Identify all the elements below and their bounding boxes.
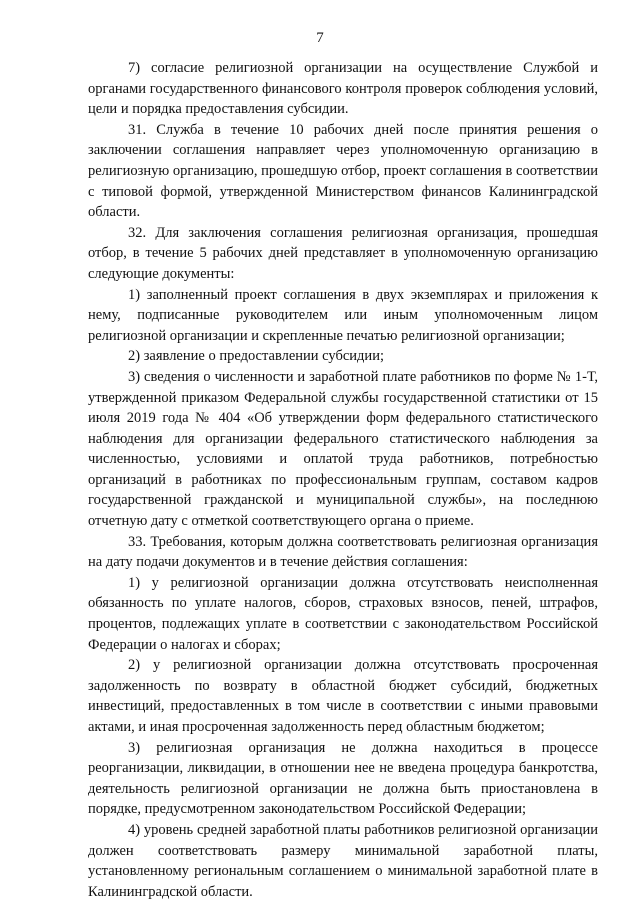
paragraph-clause-31: 31. Служба в течение 10 рабочих дней после принятия решения о заключении соглашения направляет через уполномоченную организацию в религиозную организацию, прошедшую отбор, проект соглашения в соответствии с типовой формой, утвержденной Министерством финансов Калининградской области. <box>88 121 598 221</box>
paragraph-33-item-3: 3) религиозная организация не должна находиться в процессе реорганизации, ликвидации, в отношении нее не введена процедура банкротства, деятельность религиозной организации не должна быть приостановлена в порядке, предусмотренном законодательством Российской Федерации; <box>88 739 598 818</box>
paragraph-33-item-1: 1) у религиозной организации должна отсутствовать неисполненная обязанность по уплате налогов, сборов, страховых взносов, пеней, штрафов, процентов, подлежащих уплате в соответствии с законодательством Российской Федерации о налогах и сборах; <box>88 574 598 653</box>
document-body <box>88 58 598 902</box>
paragraph-item-7: 7) согласие религиозной организации на осуществление Службой и органами государственного финансового контроля проверок соблюдения условий, цели и порядка предоставления субсидии. <box>88 60 598 118</box>
paragraph-clause-32: 32. Для заключения соглашения религиозная организация, прошедшая отбор, в течение 5 рабочих дней представляет в уполномоченную организацию следующие документы: <box>88 224 598 282</box>
paragraph-32-item-1: 1) заполненный проект соглашения в двух экземплярах и приложения к нему, подписанные руководителем или иным уполномоченным лицом религиозной организации и скрепленные печатью религиозной организации; <box>88 286 598 344</box>
paragraph-32-item-3: 3) сведения о численности и заработной плате работников по форме № 1-Т, утвержденной приказом Федеральной службы государственной статистики от 15 июля 2019 года № 404 «Об утверждении форм федерального статистического наблюдения для организации федерального статистического наблюдения за численностью, условиями и оплатой труда работников, потребностью организаций в работниках по профессиональным группам, составом кадров государственной гражданской и муниципальной службы», на последнюю отчетную дату с отметкой соответствующего органа о приеме. <box>88 368 598 530</box>
paragraph-32-item-2: 2) заявление о предоставлении субсидии; <box>128 348 384 365</box>
page-number: 7 <box>316 30 324 46</box>
paragraph-clause-33: 33. Требования, которым должна соответствовать религиозная организация на дату подачи документов и в течение действия соглашения: <box>88 533 598 571</box>
paragraph-33-item-2: 2) у религиозной организации должна отсутствовать просроченная задолженность по возврату в областной бюджет субсидий, бюджетных инвестиций, предоставленных в том числе в соответствии с иными правовыми актами, и иная просроченная задолженность перед областным бюджетом; <box>88 657 598 735</box>
paragraph-33-item-4: 4) уровень средней заработной платы работников религиозной организации должен соответствовать размеру минимальной заработной платы, установленному региональным соглашением о минимальной заработной плате в Калининградской области. <box>88 821 598 900</box>
